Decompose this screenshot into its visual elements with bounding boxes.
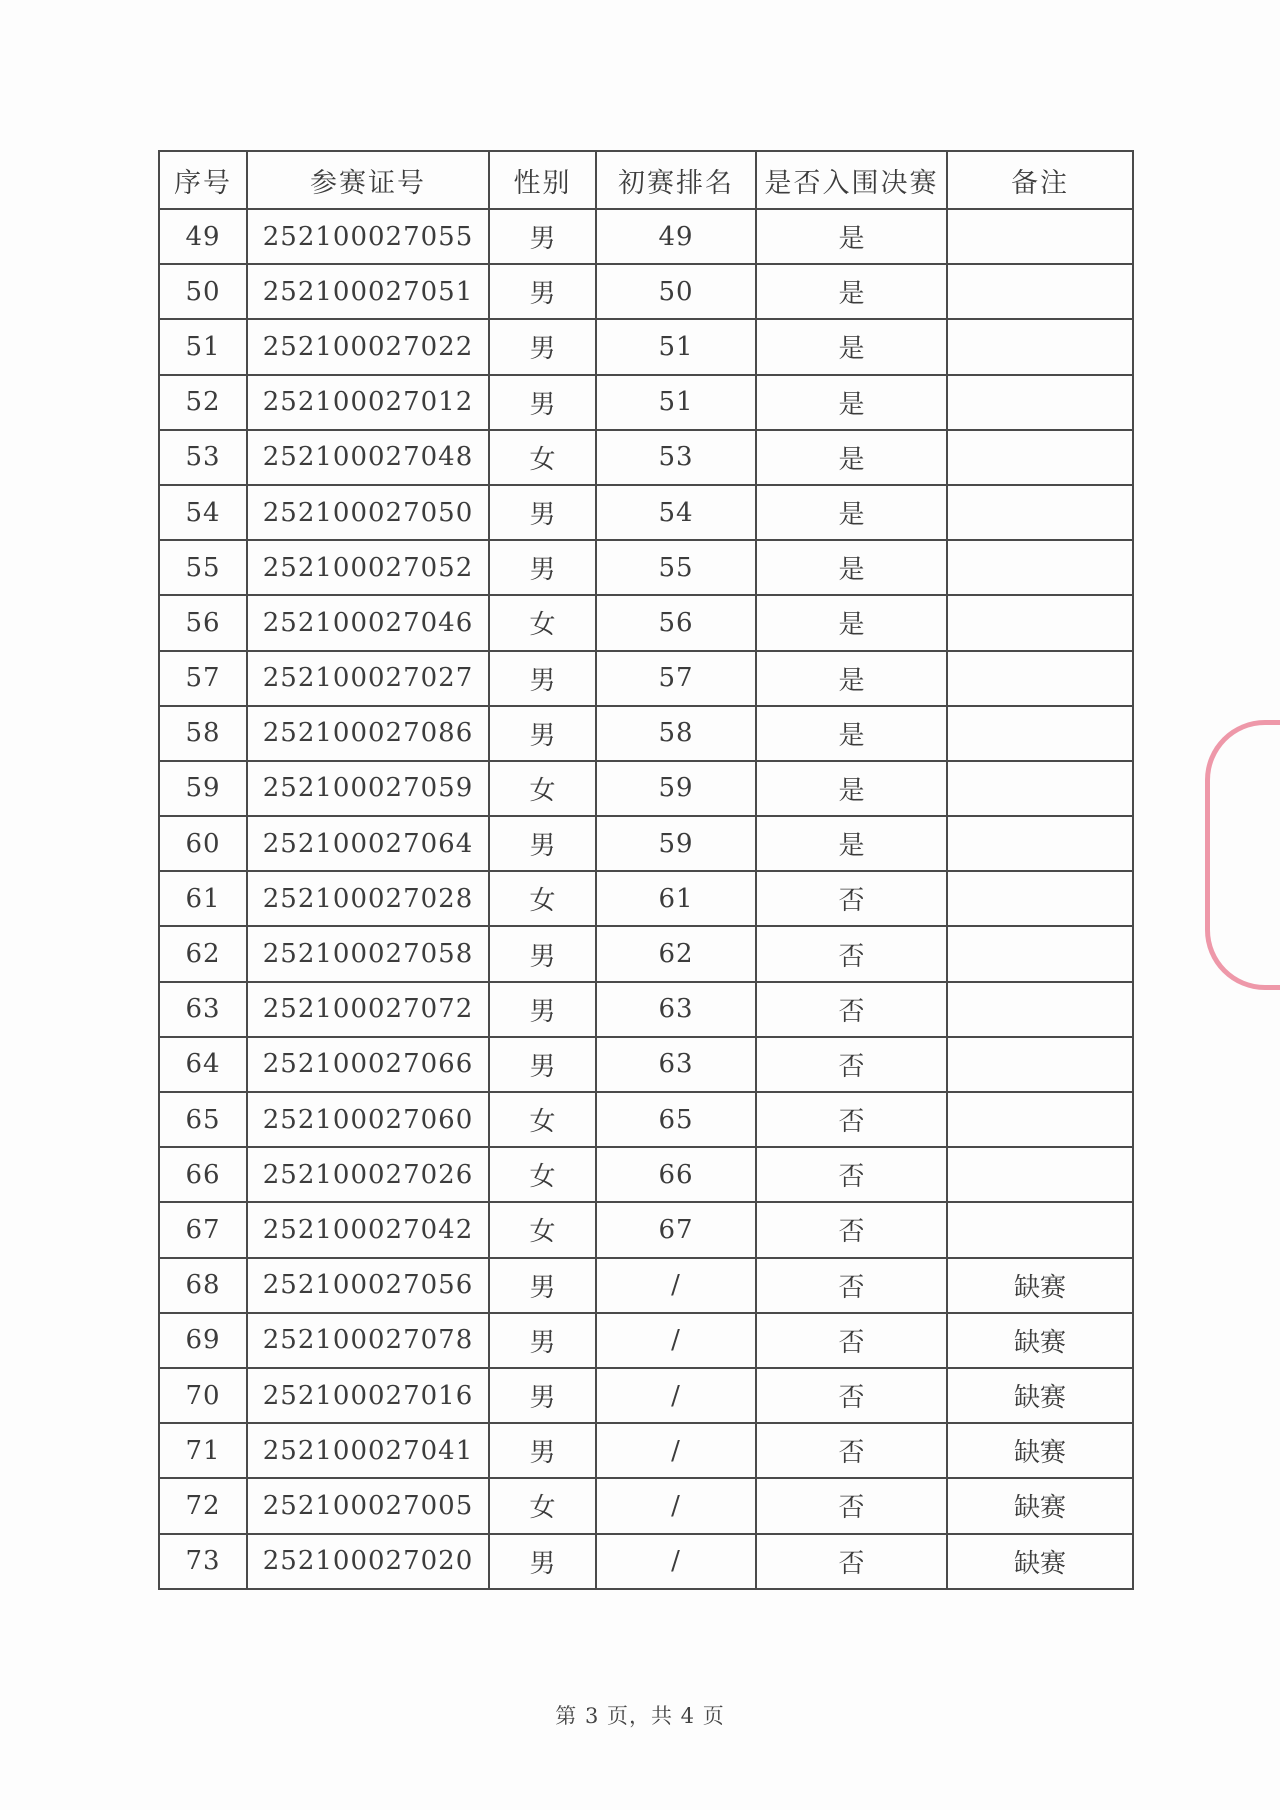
cell-note — [947, 485, 1133, 540]
cell-seq: 57 — [159, 651, 247, 706]
table-row — [159, 1368, 1133, 1423]
cell-note — [947, 595, 1133, 650]
table-row — [159, 1313, 1133, 1368]
cell-sex: 男 — [489, 319, 596, 374]
table-row — [159, 595, 1133, 650]
cell-sex: 男 — [489, 651, 596, 706]
cell-seq: 69 — [159, 1313, 247, 1368]
cell-sex: 女 — [489, 1202, 596, 1257]
cell-sex: 男 — [489, 816, 596, 871]
cell-sex: 女 — [489, 1147, 596, 1202]
cell-cert: 252100027086 — [247, 706, 489, 761]
cell-note — [947, 871, 1133, 926]
cell-note — [947, 982, 1133, 1037]
cell-sex: 男 — [489, 926, 596, 981]
cell-cert: 252100027048 — [247, 430, 489, 485]
cell-note: 缺赛 — [947, 1534, 1133, 1589]
table-row — [159, 926, 1133, 981]
cell-sex: 男 — [489, 1313, 596, 1368]
cell-seq: 58 — [159, 706, 247, 761]
cell-sex: 男 — [489, 1423, 596, 1478]
cell-rank: 57 — [596, 651, 756, 706]
table-row — [159, 1478, 1133, 1533]
cell-final: 是 — [756, 264, 947, 319]
header-seq: 序号 — [159, 151, 247, 209]
cell-rank: / — [596, 1478, 756, 1533]
cell-cert: 252100027052 — [247, 540, 489, 595]
table-row — [159, 1202, 1133, 1257]
page-number: 第 3 页，共 4 页 — [555, 1704, 725, 1728]
table-row — [159, 485, 1133, 540]
cell-sex: 男 — [489, 1258, 596, 1313]
cell-final: 是 — [756, 595, 947, 650]
cell-seq: 73 — [159, 1534, 247, 1589]
cell-sex: 男 — [489, 540, 596, 595]
cell-note: 缺赛 — [947, 1423, 1133, 1478]
cell-final: 否 — [756, 982, 947, 1037]
cell-sex: 女 — [489, 871, 596, 926]
cell-cert: 252100027022 — [247, 319, 489, 374]
cell-rank: 65 — [596, 1092, 756, 1147]
cell-final: 是 — [756, 706, 947, 761]
cell-sex: 男 — [489, 485, 596, 540]
cell-note — [947, 540, 1133, 595]
cell-cert: 252100027064 — [247, 816, 489, 871]
cell-note — [947, 430, 1133, 485]
cell-sex: 男 — [489, 375, 596, 430]
cell-cert: 252100027042 — [247, 1202, 489, 1257]
cell-note: 缺赛 — [947, 1258, 1133, 1313]
table-row — [159, 761, 1133, 816]
cell-cert: 252100027028 — [247, 871, 489, 926]
cell-sex: 男 — [489, 706, 596, 761]
cell-cert: 252100027056 — [247, 1258, 489, 1313]
cell-final: 是 — [756, 485, 947, 540]
cell-rank: / — [596, 1258, 756, 1313]
cell-seq: 66 — [159, 1147, 247, 1202]
cell-final: 否 — [756, 871, 947, 926]
cell-rank: 62 — [596, 926, 756, 981]
cell-seq: 52 — [159, 375, 247, 430]
table-row — [159, 1037, 1133, 1092]
cell-final: 是 — [756, 540, 947, 595]
cell-note — [947, 926, 1133, 981]
cell-seq: 49 — [159, 209, 247, 264]
cell-sex: 男 — [489, 1534, 596, 1589]
cell-note — [947, 761, 1133, 816]
cell-note — [947, 651, 1133, 706]
cell-rank: 63 — [596, 1037, 756, 1092]
cell-rank: 54 — [596, 485, 756, 540]
cell-cert: 252100027055 — [247, 209, 489, 264]
cell-rank: 55 — [596, 540, 756, 595]
cell-final: 否 — [756, 1368, 947, 1423]
cell-cert: 252100027027 — [247, 651, 489, 706]
cell-seq: 54 — [159, 485, 247, 540]
cell-cert: 252100027050 — [247, 485, 489, 540]
red-seal-icon — [1205, 720, 1280, 990]
cell-note: 缺赛 — [947, 1313, 1133, 1368]
cell-note — [947, 706, 1133, 761]
cell-rank: 58 — [596, 706, 756, 761]
cell-cert: 252100027059 — [247, 761, 489, 816]
cell-rank: 53 — [596, 430, 756, 485]
cell-final: 否 — [756, 1423, 947, 1478]
cell-final: 否 — [756, 1092, 947, 1147]
cell-rank: 51 — [596, 319, 756, 374]
cell-seq: 71 — [159, 1423, 247, 1478]
cell-cert: 252100027020 — [247, 1534, 489, 1589]
cell-cert: 252100027026 — [247, 1147, 489, 1202]
cell-final: 是 — [756, 430, 947, 485]
cell-seq: 60 — [159, 816, 247, 871]
cell-rank: / — [596, 1534, 756, 1589]
table-row — [159, 651, 1133, 706]
cell-cert: 252100027078 — [247, 1313, 489, 1368]
cell-final: 是 — [756, 319, 947, 374]
cell-final: 否 — [756, 1534, 947, 1589]
table-row — [159, 1092, 1133, 1147]
header-sex: 性别 — [489, 151, 596, 209]
cell-note — [947, 1147, 1133, 1202]
cell-seq: 59 — [159, 761, 247, 816]
cell-sex: 男 — [489, 1368, 596, 1423]
cell-seq: 62 — [159, 926, 247, 981]
cell-rank: 66 — [596, 1147, 756, 1202]
cell-seq: 72 — [159, 1478, 247, 1533]
cell-rank: 61 — [596, 871, 756, 926]
cell-seq: 67 — [159, 1202, 247, 1257]
cell-note — [947, 264, 1133, 319]
cell-rank: / — [596, 1423, 756, 1478]
cell-sex: 男 — [489, 264, 596, 319]
cell-rank: 56 — [596, 595, 756, 650]
cell-cert: 252100027016 — [247, 1368, 489, 1423]
cell-note: 缺赛 — [947, 1368, 1133, 1423]
cell-rank: 67 — [596, 1202, 756, 1257]
cell-final: 否 — [756, 1478, 947, 1533]
cell-final: 是 — [756, 816, 947, 871]
cell-sex: 女 — [489, 595, 596, 650]
cell-cert: 252100027041 — [247, 1423, 489, 1478]
cell-final: 否 — [756, 1258, 947, 1313]
cell-sex: 女 — [489, 1092, 596, 1147]
table-row — [159, 1534, 1133, 1589]
cell-cert: 252100027072 — [247, 982, 489, 1037]
table-row — [159, 871, 1133, 926]
cell-cert: 252100027066 — [247, 1037, 489, 1092]
cell-seq: 68 — [159, 1258, 247, 1313]
table-row — [159, 706, 1133, 761]
table-row — [159, 982, 1133, 1037]
cell-note — [947, 1092, 1133, 1147]
cell-rank: / — [596, 1313, 756, 1368]
cell-seq: 70 — [159, 1368, 247, 1423]
cell-cert: 252100027051 — [247, 264, 489, 319]
cell-sex: 男 — [489, 209, 596, 264]
cell-seq: 50 — [159, 264, 247, 319]
cell-sex: 男 — [489, 982, 596, 1037]
cell-rank: 63 — [596, 982, 756, 1037]
cell-sex: 女 — [489, 430, 596, 485]
cell-note — [947, 816, 1133, 871]
cell-rank: 51 — [596, 375, 756, 430]
table-row — [159, 816, 1133, 871]
cell-rank: / — [596, 1368, 756, 1423]
cell-seq: 56 — [159, 595, 247, 650]
table-row — [159, 209, 1133, 264]
table-row — [159, 1423, 1133, 1478]
header-rank: 初赛排名 — [596, 151, 756, 209]
cell-cert: 252100027060 — [247, 1092, 489, 1147]
results-table — [158, 150, 1134, 1590]
header-cert: 参赛证号 — [247, 151, 489, 209]
cell-sex: 女 — [489, 1478, 596, 1533]
cell-seq: 53 — [159, 430, 247, 485]
cell-rank: 59 — [596, 816, 756, 871]
cell-final: 否 — [756, 1313, 947, 1368]
header-final: 是否入围决赛 — [756, 151, 947, 209]
table-row — [159, 264, 1133, 319]
cell-final: 否 — [756, 1147, 947, 1202]
cell-rank: 49 — [596, 209, 756, 264]
table-row — [159, 430, 1133, 485]
cell-final: 是 — [756, 209, 947, 264]
table-row — [159, 1147, 1133, 1202]
table-header-row — [159, 151, 1133, 209]
cell-final: 否 — [756, 1037, 947, 1092]
table-row — [159, 540, 1133, 595]
cell-final: 是 — [756, 761, 947, 816]
table-body — [159, 209, 1133, 1589]
cell-final: 是 — [756, 375, 947, 430]
cell-note — [947, 1202, 1133, 1257]
cell-cert: 252100027046 — [247, 595, 489, 650]
table-row — [159, 1258, 1133, 1313]
cell-final: 否 — [756, 926, 947, 981]
cell-cert: 252100027058 — [247, 926, 489, 981]
cell-seq: 55 — [159, 540, 247, 595]
cell-cert: 252100027012 — [247, 375, 489, 430]
table-row — [159, 375, 1133, 430]
cell-rank: 59 — [596, 761, 756, 816]
cell-sex: 男 — [489, 1037, 596, 1092]
cell-final: 否 — [756, 1202, 947, 1257]
cell-rank: 50 — [596, 264, 756, 319]
cell-sex: 女 — [489, 761, 596, 816]
cell-seq: 51 — [159, 319, 247, 374]
cell-seq: 63 — [159, 982, 247, 1037]
cell-seq: 65 — [159, 1092, 247, 1147]
cell-cert: 252100027005 — [247, 1478, 489, 1533]
cell-note — [947, 1037, 1133, 1092]
cell-note: 缺赛 — [947, 1478, 1133, 1533]
table-row — [159, 319, 1133, 374]
cell-seq: 61 — [159, 871, 247, 926]
cell-note — [947, 209, 1133, 264]
cell-seq: 64 — [159, 1037, 247, 1092]
cell-note — [947, 319, 1133, 374]
cell-note — [947, 375, 1133, 430]
cell-final: 是 — [756, 651, 947, 706]
header-note: 备注 — [947, 151, 1133, 209]
